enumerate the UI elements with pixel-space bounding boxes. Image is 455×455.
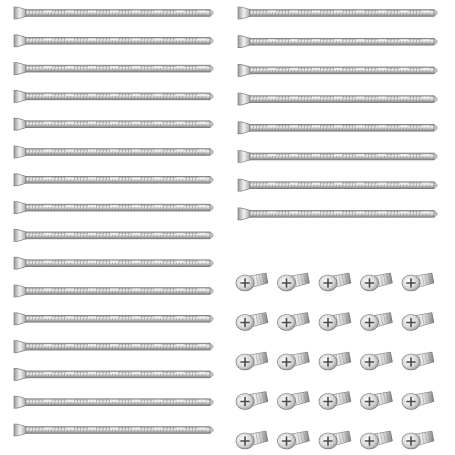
long-screw — [14, 7, 213, 19]
long-screw — [238, 64, 437, 76]
short-screw — [402, 273, 434, 291]
long-screw — [14, 202, 213, 214]
long-screw — [238, 151, 437, 163]
long-screw — [14, 174, 213, 186]
short-screw — [402, 392, 434, 410]
short-screw — [236, 431, 268, 449]
short-screw — [319, 313, 351, 331]
short-screw — [361, 352, 393, 370]
short-screw — [319, 392, 351, 410]
short-screw — [319, 431, 351, 449]
long-screw — [14, 35, 213, 47]
short-screw — [236, 352, 268, 370]
long-screw — [14, 63, 213, 75]
short-screw — [361, 273, 393, 291]
long-screw — [238, 179, 437, 191]
long-screw — [14, 146, 213, 158]
long-screw — [14, 118, 213, 130]
long-screws-left-column — [14, 7, 213, 436]
short-screw — [319, 352, 351, 370]
long-screw — [238, 122, 437, 134]
short-screw — [278, 392, 310, 410]
long-screw — [238, 93, 437, 105]
short-screw — [319, 273, 351, 291]
long-screw — [238, 36, 437, 48]
short-screw — [236, 392, 268, 410]
short-screw — [236, 273, 268, 291]
long-screw — [14, 313, 213, 325]
short-screw — [402, 313, 434, 331]
long-screw — [14, 257, 213, 269]
long-screw — [14, 396, 213, 408]
short-screw — [361, 392, 393, 410]
long-screw — [238, 208, 437, 220]
long-screw — [14, 90, 213, 102]
short-screw — [361, 431, 393, 449]
short-screw — [278, 352, 310, 370]
long-screw — [238, 7, 437, 19]
long-screw — [14, 368, 213, 380]
short-screw — [278, 273, 310, 291]
short-screws-grid — [236, 273, 434, 449]
short-screw — [278, 313, 310, 331]
short-screw — [278, 431, 310, 449]
short-screw — [402, 431, 434, 449]
long-screw — [14, 341, 213, 353]
long-screw — [14, 285, 213, 297]
long-screw — [14, 424, 213, 436]
long-screw — [14, 229, 213, 241]
short-screw — [361, 313, 393, 331]
short-screw — [402, 352, 434, 370]
long-screws-right-column — [238, 7, 437, 220]
short-screw — [236, 313, 268, 331]
